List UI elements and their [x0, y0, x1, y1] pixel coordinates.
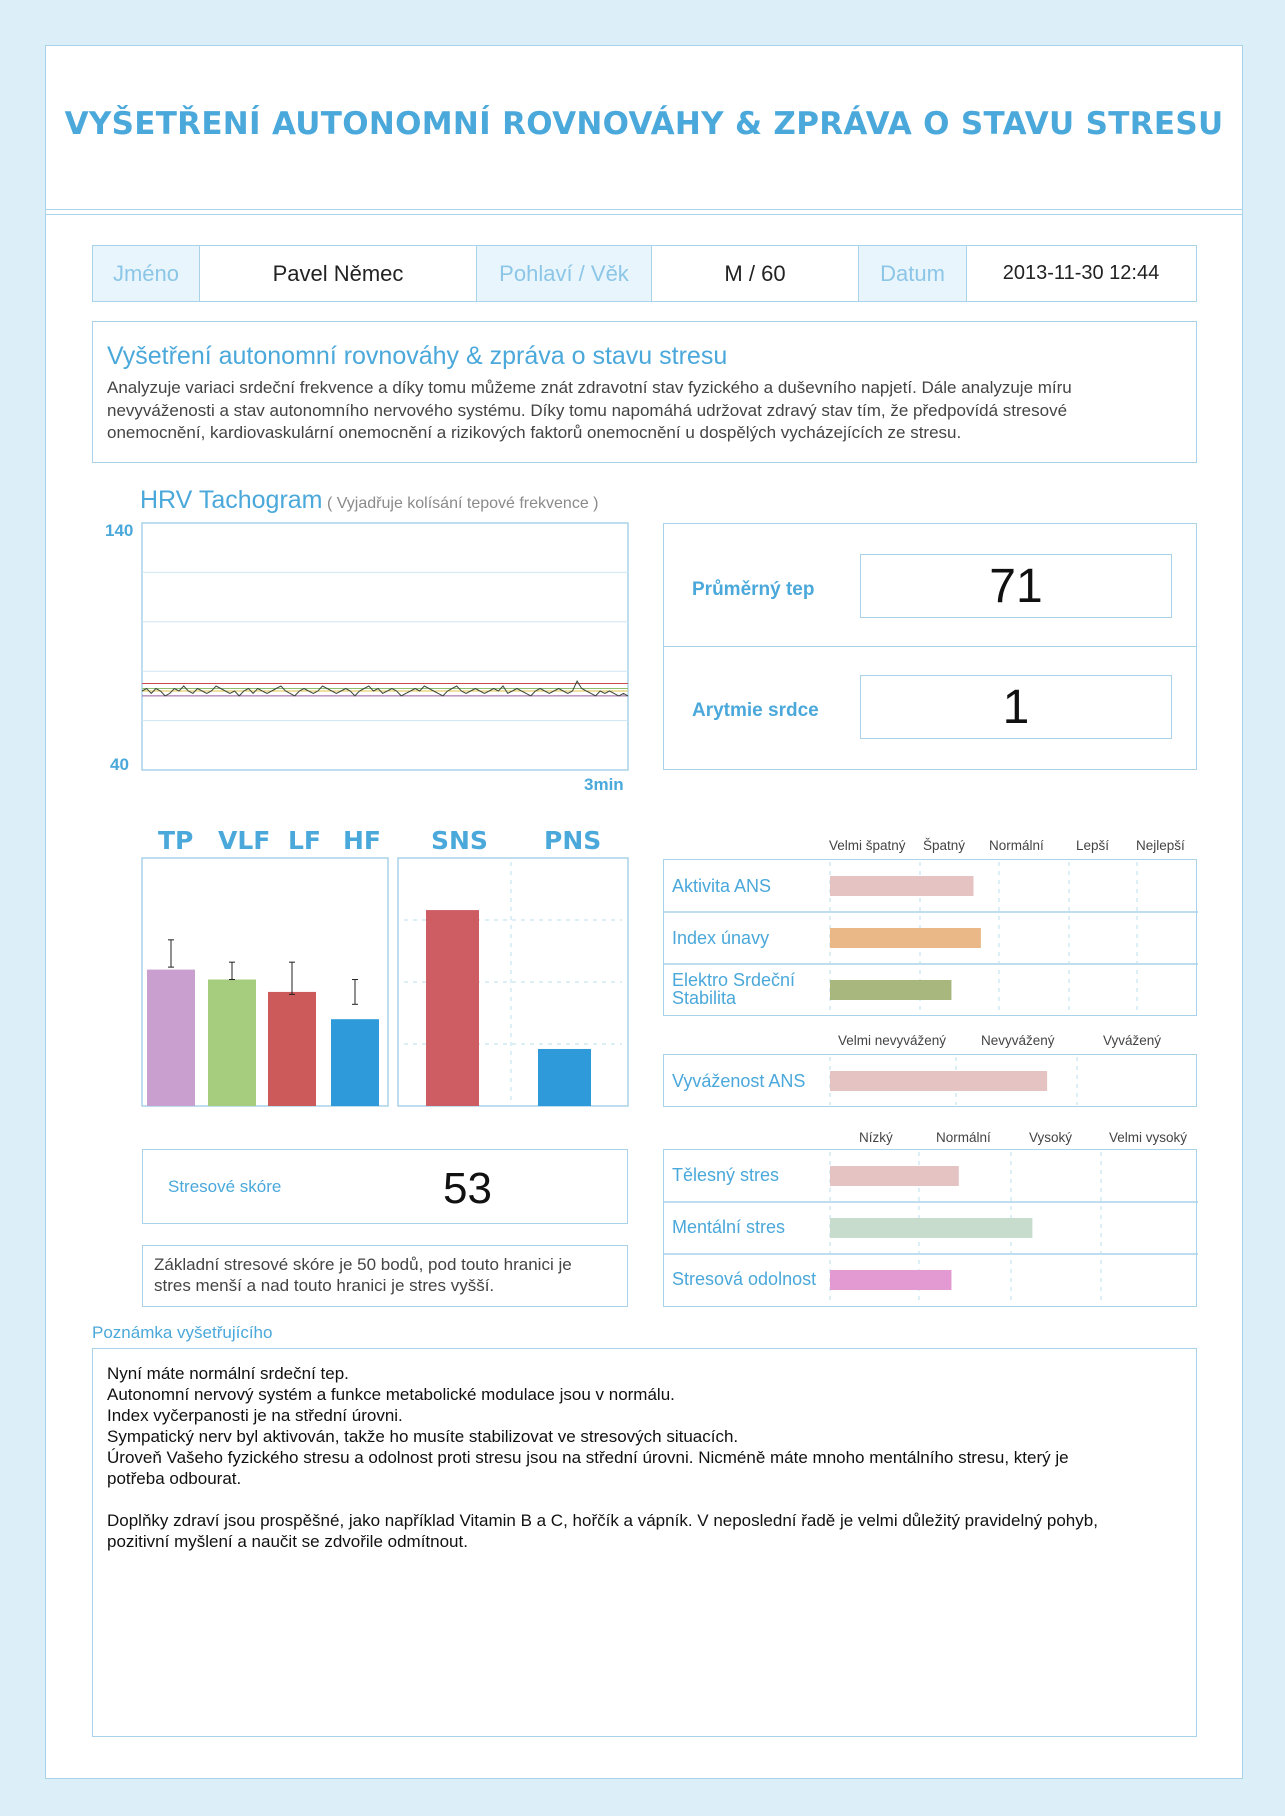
stress-indicators-chart: [664, 1150, 1198, 1308]
balance-scale-header: [663, 1033, 1197, 1055]
patient-name: Pavel Němec: [200, 246, 477, 301]
avg-hr-value: 71: [860, 554, 1172, 618]
note-line: Doplňky zdraví jsou prospěšné, jako například Vitamin B a C, hořčík a vápník. V neposlední řadě je velmi důležitý pravidelný pohyb,: [107, 1511, 1098, 1530]
description-line: Analyzuje variaci srdeční frekvence a díky tomu můžeme znát zdravotní stav fyzického a duševního napjetí. Dále analyzuje míru: [107, 378, 1072, 397]
header-divider-top: [46, 209, 1242, 210]
report-page: [45, 45, 1243, 1779]
hrv-tachogram-chart: [142, 523, 628, 770]
examiner-note-box: [92, 1348, 1197, 1737]
stress-score-label: Stresové skóre: [168, 1177, 282, 1196]
tachogram-subtitle: ( Vyjadřuje kolísání tepové frekvence ): [326, 495, 599, 512]
scale-label: Špatný: [923, 838, 966, 853]
indicator-bar: [830, 980, 951, 1000]
ans-indicators-box: [663, 859, 1197, 1016]
note-line: Nyní máte normální srdeční tep.: [107, 1364, 349, 1383]
exam-date: 2013-11-30 12:44: [1002, 262, 1160, 284]
heart-stats-box: [663, 523, 1197, 770]
note-blank-line: [107, 1489, 1182, 1510]
examiner-note-title: Poznámka vyšetřujícího: [92, 1323, 273, 1342]
arrhythmia-label: Arytmie srdce: [692, 700, 819, 721]
avg-hr-label: Průměrný tep: [692, 579, 815, 600]
ans-scale-header: [663, 838, 1197, 860]
y-tick-min: 40: [110, 755, 129, 774]
row-label-mental-stress: Mentální stres: [672, 1217, 786, 1237]
description-line: nevyváženosti a stav autonomního nervového systému. Díky tomu napomáhá udržovat zdravý stav tím, že předpovídá stresové: [107, 400, 1068, 420]
scale-label: Nejlepší: [1136, 838, 1185, 853]
indicator-bar: [830, 1270, 951, 1290]
date-label: Datum: [859, 246, 967, 301]
scale-label: Velmi nevyvážený: [838, 1033, 947, 1048]
note-line: Index vyčerpanosti je na střední úrovni.: [107, 1406, 403, 1425]
patient-sex-age: M / 60: [652, 246, 859, 301]
row-label-physical-stress: Tělesný stres: [672, 1165, 780, 1185]
description-title: Vyšetření autonomní rovnováhy & zpráva o stavu stresu: [107, 342, 728, 370]
stress-note-line: Základní stresové skóre je 50 bodů, pod touto hranici je: [154, 1255, 572, 1274]
row-label-ans-activity: Aktivita ANS: [672, 876, 772, 896]
tachogram-title-row: [140, 486, 599, 515]
bar-pns: [538, 1049, 591, 1106]
ans-balance-box: [663, 1054, 1197, 1107]
note-line: Úroveň Vašeho fyzického stresu a odolnost proti stresu jsou na střední úrovni. Nicméně máte mnoho mentálního stresu, který je: [107, 1448, 1069, 1467]
scale-label: Normální: [989, 838, 1044, 853]
indicator-bar: [830, 928, 981, 948]
band-vlf-label: VLF: [218, 826, 271, 855]
note-line: pozitivní myšlení a naučit se zdvořile odmítnout.: [107, 1532, 468, 1551]
scale-label: Vyvážený: [1103, 1033, 1162, 1048]
row-label-heart-stability: Elektro Srdeční Stabilita: [672, 970, 796, 1008]
patient-info-table: [92, 245, 1197, 302]
ans-balance-chart: [664, 1055, 1198, 1108]
bar-vlf: [208, 980, 256, 1106]
frequency-band-chart: [142, 858, 388, 1106]
bar-tp: [147, 970, 195, 1106]
scale-label: Lepší: [1076, 838, 1110, 853]
note-line: Sympatický nerv byl aktivován, takže ho musíte stabilizovat ve stresových situacích.: [107, 1427, 739, 1446]
row-label-stress-resistance: Stresová odolnost: [672, 1269, 817, 1289]
arrhythmia-value: 1: [860, 675, 1172, 739]
ans-indicators-chart: [664, 860, 1198, 1017]
row-label-fatigue-index: Index únavy: [672, 928, 770, 948]
pns-label: PNS: [544, 826, 602, 855]
scale-label: Normální: [936, 1130, 991, 1145]
stats-divider: [664, 646, 1196, 647]
note-line: Autonomní nervový systém a funkce metabolické modulace jsou v normálu.: [107, 1385, 675, 1404]
scale-label: Nevyvážený: [981, 1033, 1055, 1048]
sns-pns-chart: [398, 858, 628, 1106]
bar-lf: [268, 992, 316, 1106]
stress-score-value: 53: [443, 1164, 492, 1213]
scale-label: Vysoký: [1029, 1130, 1073, 1145]
scale-label: Velmi vysoký: [1109, 1130, 1188, 1145]
band-tp-label: TP: [158, 826, 194, 855]
header-divider-bottom: [46, 214, 1242, 215]
stress-indicators-box: [663, 1149, 1197, 1307]
band-lf-label: LF: [288, 826, 322, 855]
report-title: VYŠETŘENÍ AUTONOMNÍ ROVNOVÁHY & ZPRÁVA O STAVU STRESU: [64, 106, 1224, 142]
note-line: potřeba odbourat.: [107, 1469, 242, 1488]
row-label-ans-balance: Vyváženost ANS: [672, 1071, 806, 1091]
scale-label: Velmi špatný: [829, 838, 906, 853]
tachogram-title: HRV Tachogram: [140, 486, 323, 514]
indicator-bar: [830, 876, 974, 896]
indicator-bar: [830, 1166, 959, 1186]
plot-frame: [142, 523, 628, 770]
description-box: [92, 321, 1197, 463]
band-hf-label: HF: [343, 826, 382, 855]
indicator-bar: [830, 1071, 1047, 1091]
indicator-bar: [830, 1218, 1032, 1238]
description-line: onemocnění, kardiovaskulární onemocnění a rizikových faktorů onemocnění u dospělých vycházejících ze stresu.: [107, 423, 962, 442]
y-tick-max: 140: [105, 521, 134, 540]
name-label: Jméno: [93, 246, 200, 301]
bar-hf: [331, 1019, 379, 1106]
sns-label: SNS: [431, 826, 488, 855]
bar-sns: [426, 910, 479, 1106]
x-end-label: 3min: [584, 775, 624, 794]
sex-age-label: Pohlaví / Věk: [477, 246, 652, 301]
stress-note-line: stres menší a nad touto hranici je stres vyšší.: [154, 1276, 495, 1295]
scale-label: Nízký: [859, 1130, 893, 1145]
stress-note-box: [142, 1245, 628, 1307]
stress-score-box: [142, 1149, 628, 1224]
